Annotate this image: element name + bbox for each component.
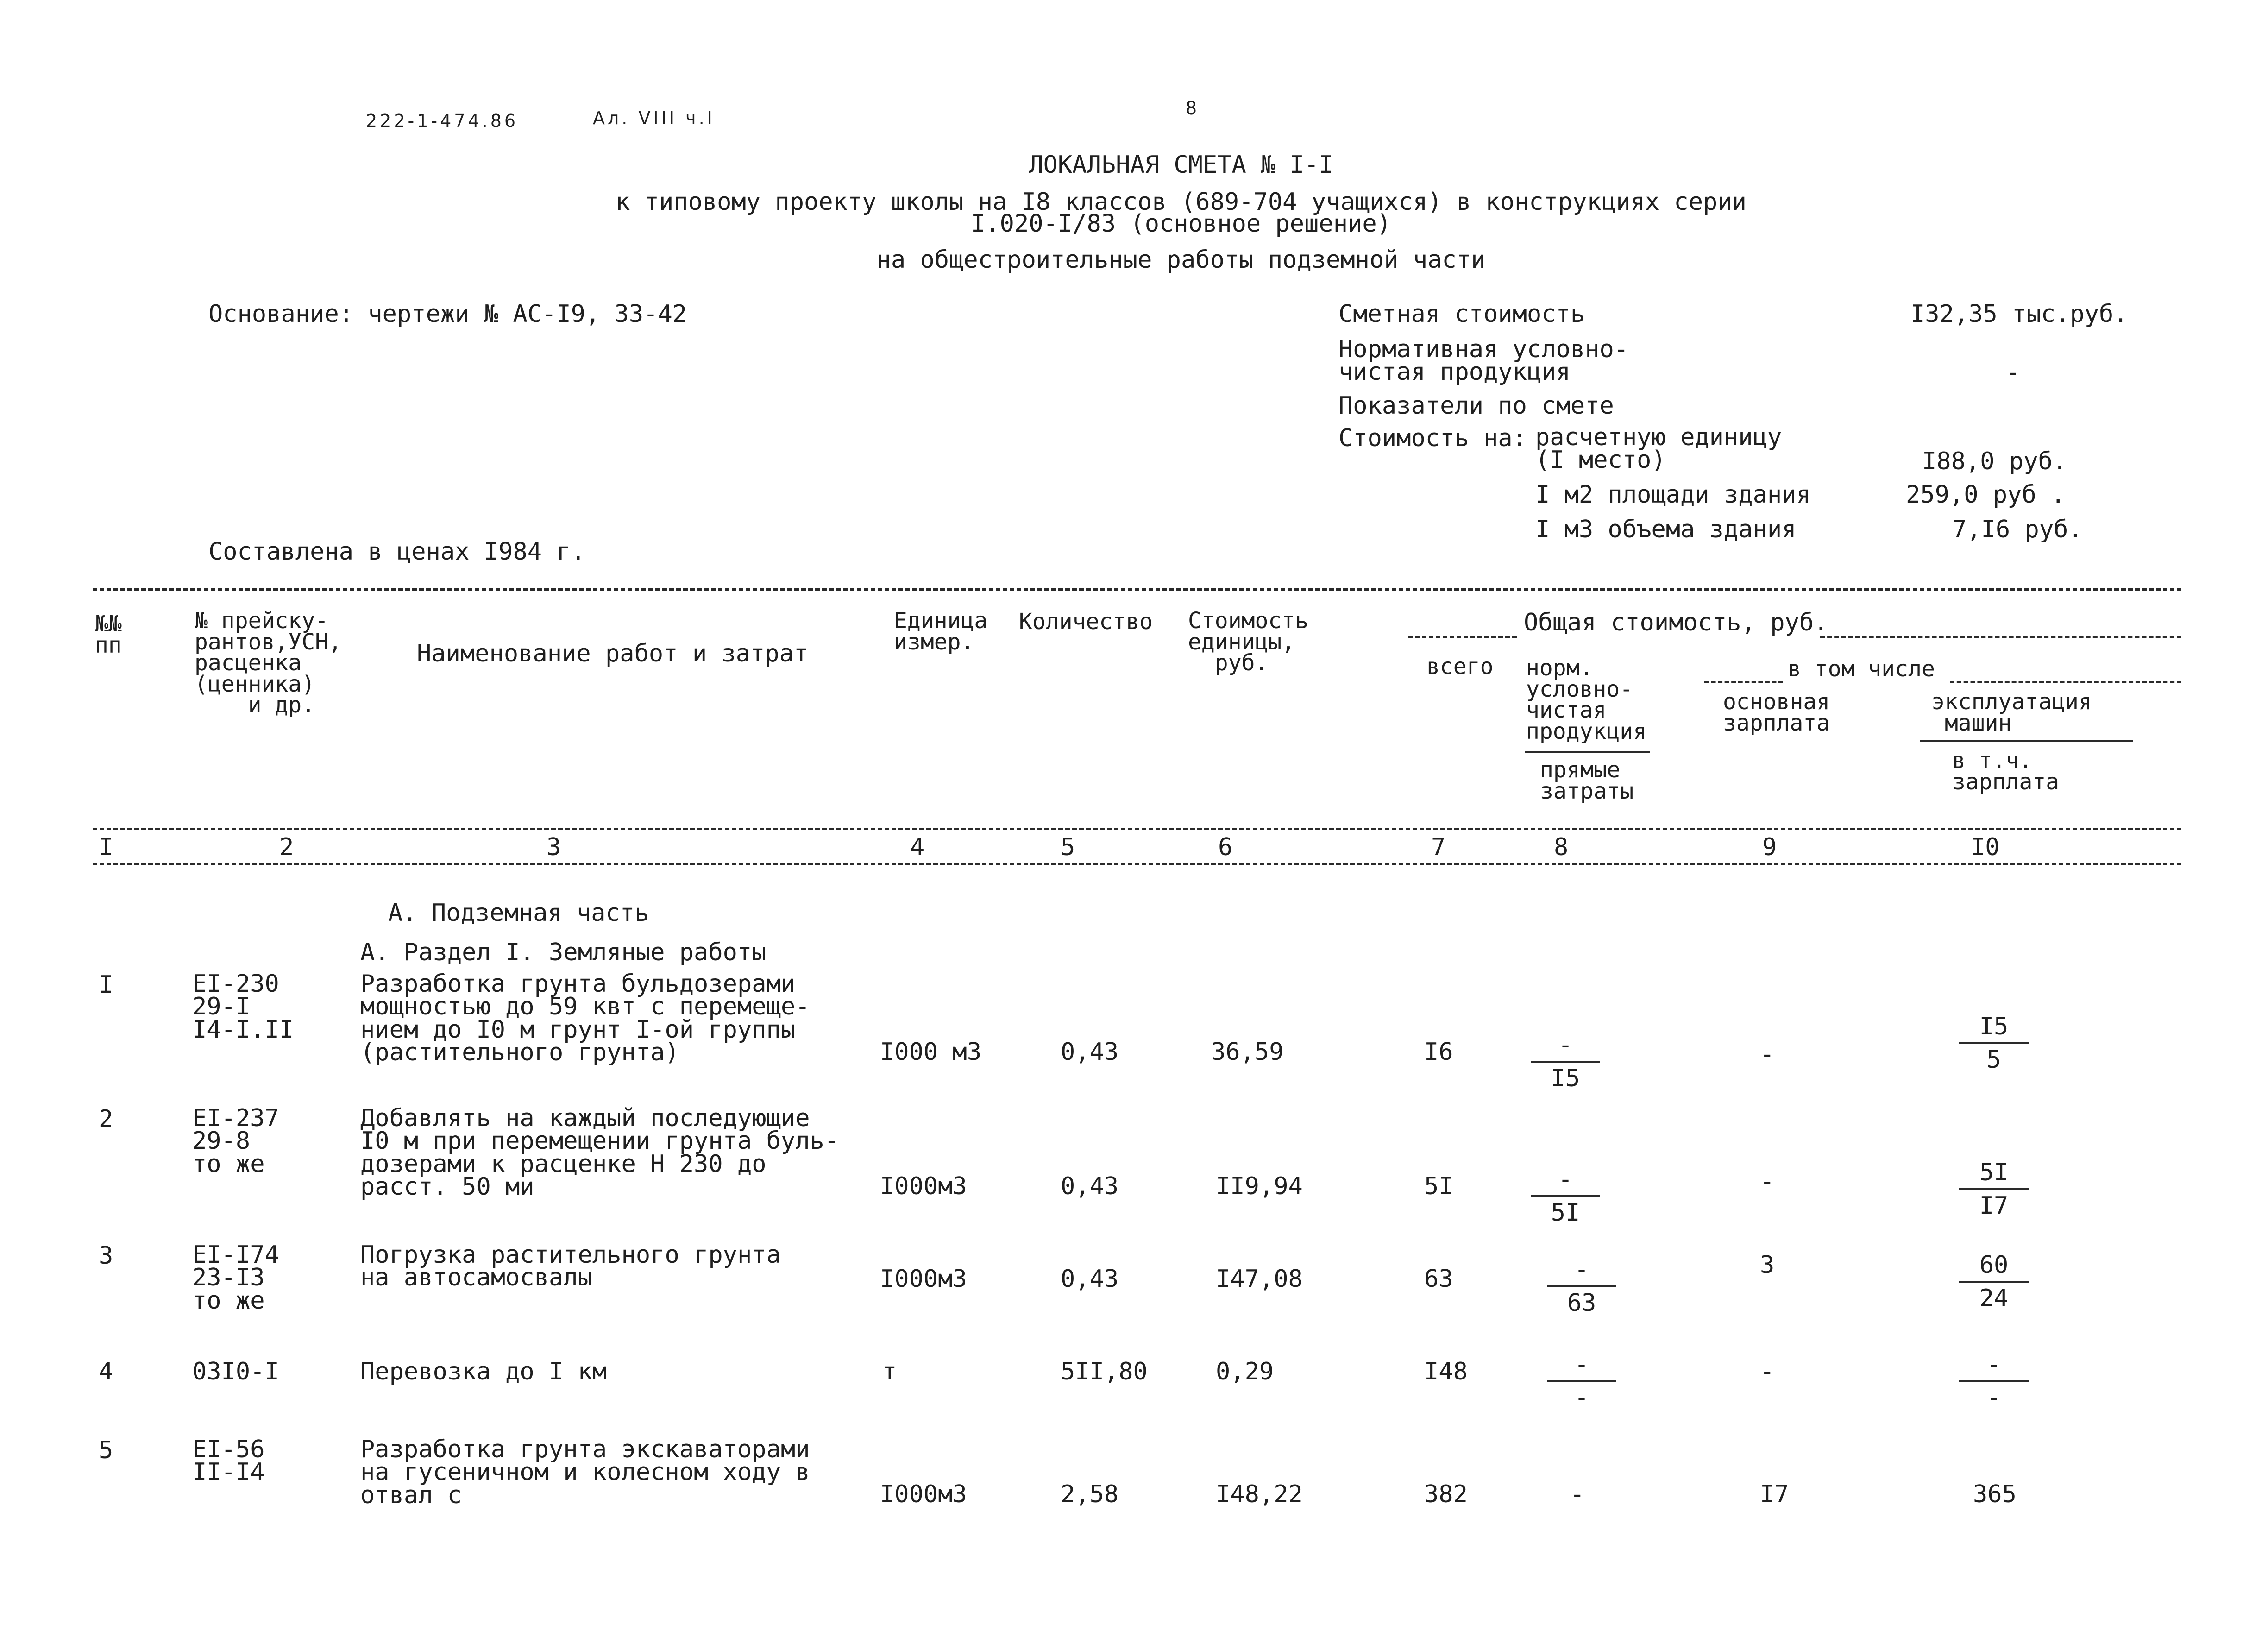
column-number-1: I	[99, 833, 113, 861]
row-quantity: 5II,80	[1061, 1358, 1148, 1386]
row-net-product-fraction	[1547, 1353, 1616, 1410]
header-col-net-product: норм. условно- чистая продукция	[1526, 655, 1647, 744]
column-numbers-rule	[93, 863, 2181, 865]
row-code: 03I0-I	[192, 1358, 279, 1386]
fraction-denominator: I7	[1979, 1192, 2009, 1220]
row-number: I	[99, 971, 113, 999]
header-col-unit-cost: Стоимость единицы, руб.	[1188, 608, 1309, 676]
row-quantity: 0,43	[1061, 1265, 1119, 1293]
estimate-cost-label: Сметная стоимость	[1338, 300, 1585, 328]
subtitle-line-2: I.020-I/83 (основное решение)	[971, 210, 1391, 238]
fraction-denominator: -	[1574, 1384, 1589, 1412]
in-that-rule-left	[1704, 681, 1783, 683]
column-number-2: 2	[279, 833, 294, 861]
row-number: 3	[99, 1242, 113, 1270]
document-title: ЛОКАЛЬНАЯ СМЕТА № I-I	[1029, 151, 1333, 179]
fraction-denominator: 24	[1979, 1285, 2009, 1312]
row-machines-fraction	[1959, 1353, 2029, 1410]
part-heading: А. Подземная часть	[388, 899, 649, 927]
normative-label: Нормативная условно- чистая продукция	[1338, 335, 1629, 386]
row-net-product-fraction	[1547, 1258, 1616, 1315]
row-total: 5I	[1424, 1172, 1453, 1200]
album-number: Ал. VIII ч.I	[593, 108, 715, 128]
row-number: 4	[99, 1358, 113, 1386]
fraction-denominator: 63	[1567, 1289, 1596, 1317]
m2-value: 259,0 руб .	[1906, 481, 2066, 509]
row-total: I48	[1424, 1358, 1468, 1386]
row-machines-fraction	[1959, 1014, 2029, 1072]
column-number-6: 6	[1218, 833, 1233, 861]
header-col-direct-costs: прямые затраты	[1540, 757, 1634, 804]
row-quantity: 0,43	[1061, 1038, 1119, 1066]
page-number: 8	[1186, 98, 1197, 119]
fraction-denominator: 5	[1986, 1046, 2001, 1074]
row-net-product-fraction	[1531, 1167, 1600, 1225]
fraction-denominator: I5	[1551, 1064, 1580, 1092]
row-machines-fraction	[1959, 1253, 2029, 1310]
header-col-machines: эксплуатация машин	[1931, 689, 2092, 736]
row-net-product: -	[1570, 1480, 1585, 1508]
row-unit-cost: 36,59	[1211, 1038, 1284, 1066]
row-unit: I000м3	[880, 1172, 967, 1200]
row-number: 2	[99, 1105, 113, 1133]
row-quantity: 2,58	[1061, 1480, 1119, 1508]
row-name: Разработка грунта экскаваторами на гусеничном и колесном ходу в отвал с	[360, 1436, 810, 1509]
fraction-numerator: I5	[1979, 1013, 2009, 1040]
row-unit: I000м3	[880, 1265, 967, 1293]
fraction-numerator: -	[1574, 1256, 1589, 1284]
row-total: 382	[1424, 1480, 1468, 1508]
normative-value: -	[2005, 359, 2020, 386]
row-net-product-fraction	[1531, 1033, 1600, 1090]
m3-label: I м3 объема здания	[1535, 516, 1797, 543]
column-number-10: I0	[1971, 833, 2000, 861]
indicators-label: Показатели по смете	[1338, 392, 1614, 420]
header-in-that: в том числе	[1788, 656, 1935, 682]
table-top-rule	[93, 588, 2181, 591]
header-col-name: Наименование работ и затрат	[417, 640, 809, 668]
section-heading: А. Раздел I. Земляные работы	[360, 938, 766, 966]
row-code: EI-I74 23-I3 то же	[192, 1241, 279, 1315]
header-col-unit: Единица измер.	[894, 608, 988, 655]
total-group-rule-left	[1408, 636, 1517, 638]
column-number-4: 4	[910, 833, 925, 861]
column-number-7: 7	[1431, 833, 1446, 861]
row-code: EI-56 II-I4	[192, 1436, 265, 1486]
row-salary: -	[1760, 1358, 1775, 1386]
row-total: 63	[1424, 1265, 1453, 1293]
column-number-5: 5	[1061, 833, 1075, 861]
row-salary: -	[1760, 1168, 1775, 1196]
row-machines: 365	[1973, 1480, 2017, 1508]
row-code: EI-237 29-8 то же	[192, 1104, 279, 1178]
column-number-3: 3	[547, 833, 561, 861]
row-salary: I7	[1760, 1480, 1789, 1508]
fraction-numerator: -	[1558, 1165, 1573, 1193]
header-col-total: всего	[1426, 654, 1494, 680]
row-unit-cost: II9,94	[1216, 1172, 1303, 1200]
cost-per-label: Стоимость на:	[1338, 424, 1527, 452]
row-unit: I000 м3	[880, 1038, 982, 1066]
row-salary: 3	[1760, 1251, 1775, 1279]
header-col-salary: основная зарплата	[1723, 689, 1830, 736]
header-total-group: Общая стоимость, руб.	[1524, 609, 1828, 636]
header-col-pricelist: № прейску- рантов,УСН, расценка (ценника) и др.	[195, 608, 342, 718]
prices-label: Составлена в ценах I984 г.	[208, 538, 585, 566]
total-group-rule-right	[1820, 636, 2181, 638]
row-code: EI-230 29-I I4-I.II	[192, 970, 294, 1044]
row-name: Перевозка до I км	[360, 1358, 607, 1386]
header-col-number: №№ пп	[95, 611, 122, 658]
header-bottom-rule	[93, 828, 2181, 830]
row-name: Разработка грунта бульдозерами мощностью до 59 квт с перемеще- нием до I0 м грунт I-ой группы (растительного грунта)	[360, 970, 810, 1067]
unit-label: расчетную единицу (I место)	[1535, 423, 1782, 474]
row-unit-cost: I48,22	[1216, 1480, 1303, 1508]
row-unit: I000м3	[880, 1480, 967, 1508]
m3-value: 7,I6 руб.	[1952, 516, 2083, 543]
doc-code: 222-1-474.86	[366, 111, 519, 131]
row-total: I6	[1424, 1038, 1453, 1066]
machines-underline	[1920, 740, 2133, 742]
basis-label: Основание: чертежи № АС-I9, 33-42	[208, 300, 687, 328]
estimate-cost-value: I32,35 тыс.руб.	[1910, 300, 2128, 328]
fraction-numerator: -	[1558, 1031, 1573, 1059]
row-unit-cost: 0,29	[1216, 1358, 1274, 1386]
in-that-rule-right	[1950, 681, 2181, 683]
row-number: 5	[99, 1436, 113, 1464]
row-salary: -	[1760, 1040, 1775, 1068]
column-number-8: 8	[1554, 833, 1569, 861]
subtitle-line-1: к типовому проекту школы на I8 классов (689-704 учащихся) в конструкциях серии	[616, 188, 1747, 216]
header-col-machine-salary: в т.ч. зарплата	[1952, 748, 2060, 795]
row-name: Добавлять на каждый последующие I0 м при перемещении грунта буль- дозерами к расценке Н 230 до расст. 50 ми	[360, 1104, 839, 1201]
fraction-numerator: 60	[1979, 1251, 2009, 1279]
m2-label: I м2 площади здания	[1535, 481, 1811, 509]
fraction-numerator: 5I	[1979, 1159, 2009, 1186]
row-unit-cost: I47,08	[1216, 1265, 1303, 1293]
fraction-numerator: -	[1986, 1351, 2001, 1379]
unit-value: I88,0 руб.	[1922, 447, 2067, 475]
header-col-quantity: Количество	[1019, 609, 1153, 635]
row-quantity: 0,43	[1061, 1172, 1119, 1200]
column-number-9: 9	[1762, 833, 1777, 861]
row-unit: т	[882, 1358, 897, 1386]
row-name: Погрузка растительного грунта на автосамосвалы	[360, 1241, 781, 1292]
fraction-numerator: -	[1574, 1351, 1589, 1379]
subtitle-line-3: на общестроительные работы подземной части	[876, 246, 1486, 274]
row-machines-fraction	[1959, 1160, 2029, 1218]
fraction-denominator: -	[1986, 1384, 2001, 1412]
net-product-underline	[1525, 751, 1650, 753]
fraction-denominator: 5I	[1551, 1199, 1580, 1227]
